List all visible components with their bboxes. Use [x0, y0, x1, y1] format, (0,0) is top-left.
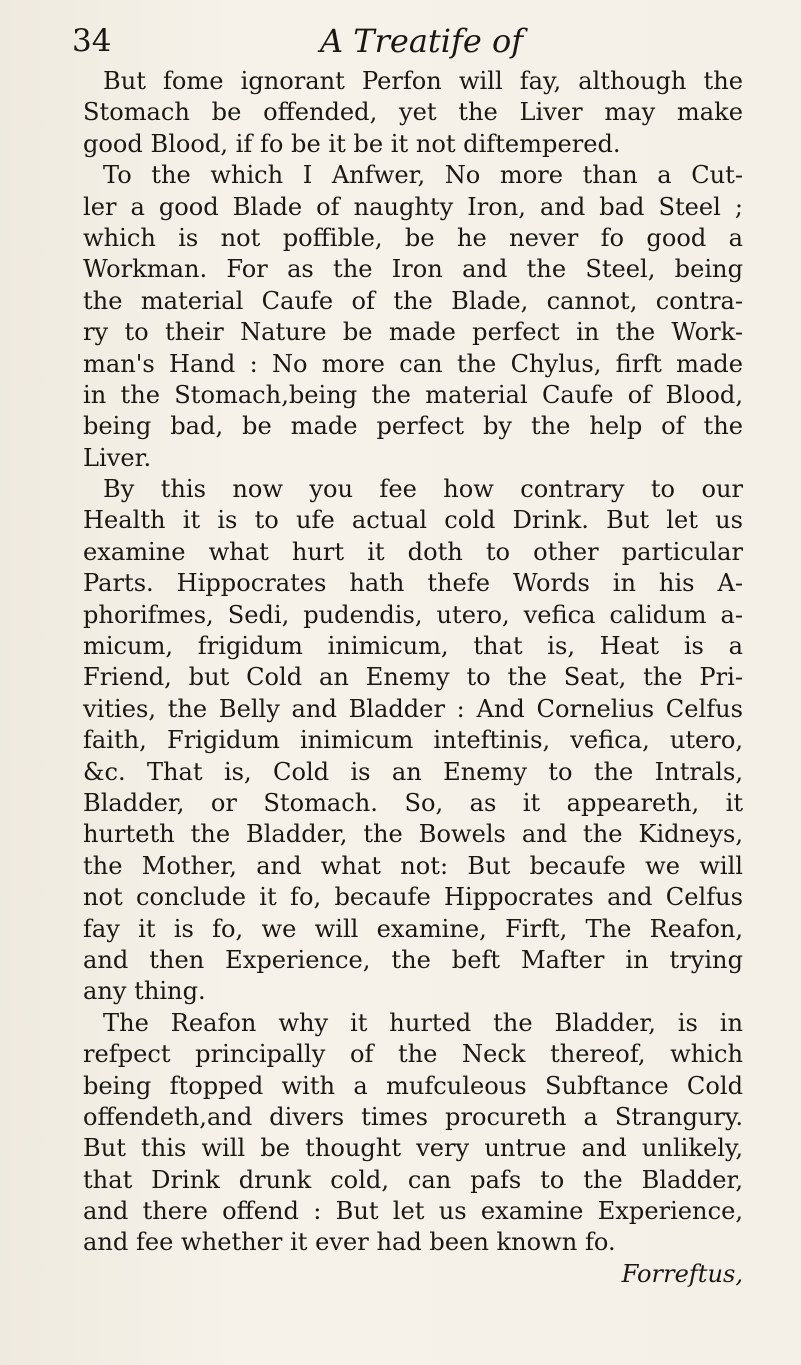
text-line: vities, the Belly and Bladder : And Cornelius Celfus	[83, 694, 743, 723]
text-line: But fome ignorant Perfon will fay, although the	[103, 67, 743, 95]
text-line: and there offend : But let us examine Experience,	[83, 1197, 743, 1226]
running-title: A Treatife of	[319, 22, 524, 60]
text-line: Workman. For as the Iron and the Steel, being	[83, 255, 743, 284]
text-line: and fee whether it ever had been known fo.	[83, 1228, 616, 1257]
text-line: ry to their Nature be made perfect in the Work-	[83, 318, 743, 347]
text-line: man's Hand : No more can the Chylus, firft made	[83, 349, 743, 378]
text-line: Bladder, or Stomach. So, as it appeareth, it	[83, 788, 743, 817]
text-line: &c. That is, Cold is an Enemy to the Intrals,	[83, 757, 743, 786]
text-line: To the which I Anfwer, No more than a Cut-	[103, 161, 743, 190]
text-line: which is not poffible, be he never fo good a	[83, 223, 743, 252]
text-line: Friend, but Cold an Enemy to the Seat, the Pri-	[83, 663, 743, 692]
text-line: By this now you fee how contrary to our	[103, 475, 743, 504]
text-line: and then Experience, the beft Mafter in trying	[83, 945, 743, 974]
text-line: Health it is to ufe actual cold Drink. But let us	[83, 506, 743, 535]
text-line: faith, Frigidum inimicum inteftinis, vefica, utero,	[83, 726, 743, 755]
page-number: 34	[72, 23, 112, 59]
text-line: micum, frigidum inimicum, that is, Heat is a	[83, 632, 743, 661]
text-line: The Reafon why it hurted the Bladder, is in	[103, 1008, 743, 1037]
text-line: good Blood, if fo be it be it not diftempered.	[83, 129, 621, 158]
text-line: Stomach be offended, yet the Liver may make	[83, 98, 743, 127]
catchword: Forreftus,	[621, 1259, 743, 1288]
text-line: any thing.	[83, 977, 206, 1006]
text-line: that Drink drunk cold, can pafs to the Bladder,	[83, 1165, 743, 1194]
text-line: fay it is fo, we will examine, Firft, The Reafon,	[83, 914, 743, 943]
text-line: But this will be thought very untrue and unlikely,	[83, 1134, 743, 1163]
text-line: ler a good Blade of naughty Iron, and bad Steel ;	[83, 192, 743, 221]
text-line: examine what hurt it doth to other particular	[83, 537, 743, 566]
text-line: the material Caufe of the Blade, cannot, contra-	[83, 286, 743, 315]
text-line: not conclude it fo, becaufe Hippocrates and Celfus	[83, 883, 743, 912]
text-line: the Mother, and what not: But becaufe we will	[83, 851, 743, 880]
body-text	[83, 66, 743, 1290]
text-line: being bad, be made perfect by the help of the	[83, 412, 743, 441]
text-line: in the Stomach,being the material Caufe of Blood,	[83, 380, 743, 409]
text-line: refpect principally of the Neck thereof, which	[83, 1040, 743, 1069]
text-line: offendeth,and divers times procureth a Strangury.	[83, 1102, 743, 1131]
page-header	[72, 20, 731, 62]
text-line: hurteth the Bladder, the Bowels and the Kidneys,	[83, 820, 743, 849]
text-line: Parts. Hippocrates hath thefe Words in his A-	[83, 569, 743, 598]
text-line: phorifmes, Sedi, pudendis, utero, vefica calidum a-	[83, 600, 743, 629]
text-line: being ftopped with a mufculeous Subftance Cold	[83, 1071, 743, 1100]
text-line: Liver.	[83, 443, 152, 472]
